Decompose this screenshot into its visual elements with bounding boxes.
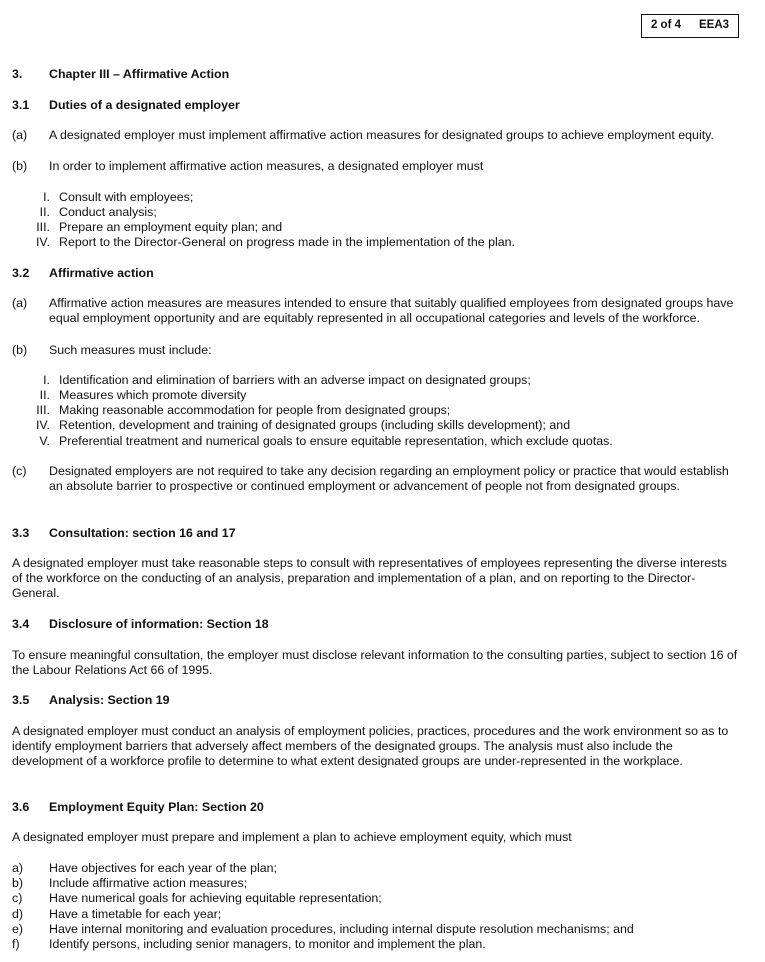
list-number: II. <box>39 205 50 219</box>
list-number: I. <box>43 190 50 204</box>
section-title: Duties of a designated employer <box>49 98 240 112</box>
list-number: V. <box>39 434 50 448</box>
list-item: Making reasonable accommodation for people from designated groups; <box>59 403 451 417</box>
form-code: EEA3 <box>699 19 730 32</box>
list-item: Identify persons, including senior managers, to monitor and implement the plan. <box>49 937 486 951</box>
list-item: Conduct analysis; <box>59 205 157 219</box>
paragraph: A designated employer must conduct an analysis of employment policies, practices, procedures and the work environment so as to identify employment barriers that adversely affect members of the designated groups. The analysis must also include the development of a workforce profile to determine to what extent designated groups are under-represented in the workplace. <box>12 724 729 769</box>
section-number: 3.2 <box>12 266 30 280</box>
section-number: 3.4 <box>12 617 30 631</box>
section-title: Analysis: Section 19 <box>49 693 170 707</box>
page-reference-box <box>641 14 739 38</box>
section-number: 3.1 <box>12 98 30 112</box>
list-item: Report to the Director-General on progress made in the implementation of the plan. <box>59 235 515 249</box>
list-number: d) <box>12 907 24 921</box>
section-number: 3.3 <box>12 526 30 540</box>
list-item: Consult with employees; <box>59 190 194 204</box>
list-item: Prepare an employment equity plan; and <box>59 220 283 234</box>
section-title: Consultation: section 16 and 17 <box>49 526 236 540</box>
item-text: A designated employer must implement affirmative action measures for designated groups to achieve employment equity. <box>49 128 714 142</box>
item-text: Affirmative action measures are measures intended to ensure that suitably qualified employees from designated groups have equal employment opportunity and are equitably represented in all occupational categories and levels of the workforce. <box>49 296 734 326</box>
list-number: II. <box>39 388 50 402</box>
item-label: (a) <box>12 296 28 310</box>
list-item: Have numerical goals for achieving equitable representation; <box>49 891 382 905</box>
item-label: (b) <box>12 343 28 357</box>
list-number: f) <box>12 937 20 951</box>
item-label: (b) <box>12 159 28 173</box>
item-label: (a) <box>12 128 28 142</box>
paragraph: A designated employer must take reasonable steps to consult with representatives of employees representing the diverse interests of the workforce on the conducting of an analysis, preparation and implementation of a plan, and on reporting to the Director-General. <box>12 556 727 601</box>
paragraph: A designated employer must prepare and implement a plan to achieve employment equity, which must <box>12 830 572 844</box>
item-text: Designated employers are not required to take any decision regarding an employment policy or practice that would establish an absolute barrier to prospective or continued employment or advancement of people not from designated groups. <box>49 464 729 494</box>
chapter-title: Chapter III – Affirmative Action <box>49 67 230 81</box>
section-title: Affirmative action <box>49 266 154 280</box>
list-item: Have internal monitoring and evaluation procedures, including internal dispute resolution mechanisms; and <box>49 922 634 936</box>
list-number: IV. <box>35 235 50 249</box>
item-text: In order to implement affirmative action measures, a designated employer must <box>49 159 484 173</box>
list-number: e) <box>12 922 24 936</box>
page-number: 2 of 4 <box>650 19 681 32</box>
section-number: 3.6 <box>12 800 30 814</box>
list-number: III. <box>36 403 50 417</box>
section-title: Disclosure of information: Section 18 <box>49 617 269 631</box>
list-item: Have a timetable for each year; <box>49 907 222 921</box>
list-item: Preferential treatment and numerical goals to ensure equitable representation, which exclude quotas. <box>59 434 613 448</box>
list-item: Measures which promote diversity <box>59 388 247 402</box>
list-number: I. <box>43 373 50 387</box>
chapter-number: 3. <box>12 67 23 81</box>
list-number: c) <box>12 891 23 905</box>
list-item: Identification and elimination of barriers with an adverse impact on designated groups; <box>59 373 531 387</box>
list-item: Have objectives for each year of the plan; <box>49 861 277 875</box>
section-title: Employment Equity Plan: Section 20 <box>49 800 264 814</box>
list-number: III. <box>36 220 50 234</box>
list-number: b) <box>12 876 24 890</box>
list-number: IV. <box>35 418 50 432</box>
paragraph: To ensure meaningful consultation, the employer must disclose relevant information to the consulting parties, subject to section 16 of the Labour Relations Act 66 of 1995. <box>12 648 738 678</box>
list-item: Retention, development and training of designated groups (including skills development); and <box>59 418 571 432</box>
item-text: Such measures must include: <box>49 343 212 357</box>
item-label: (c) <box>12 464 27 478</box>
list-number: a) <box>12 861 24 875</box>
list-item: Include affirmative action measures; <box>49 876 248 890</box>
section-number: 3.5 <box>12 693 30 707</box>
